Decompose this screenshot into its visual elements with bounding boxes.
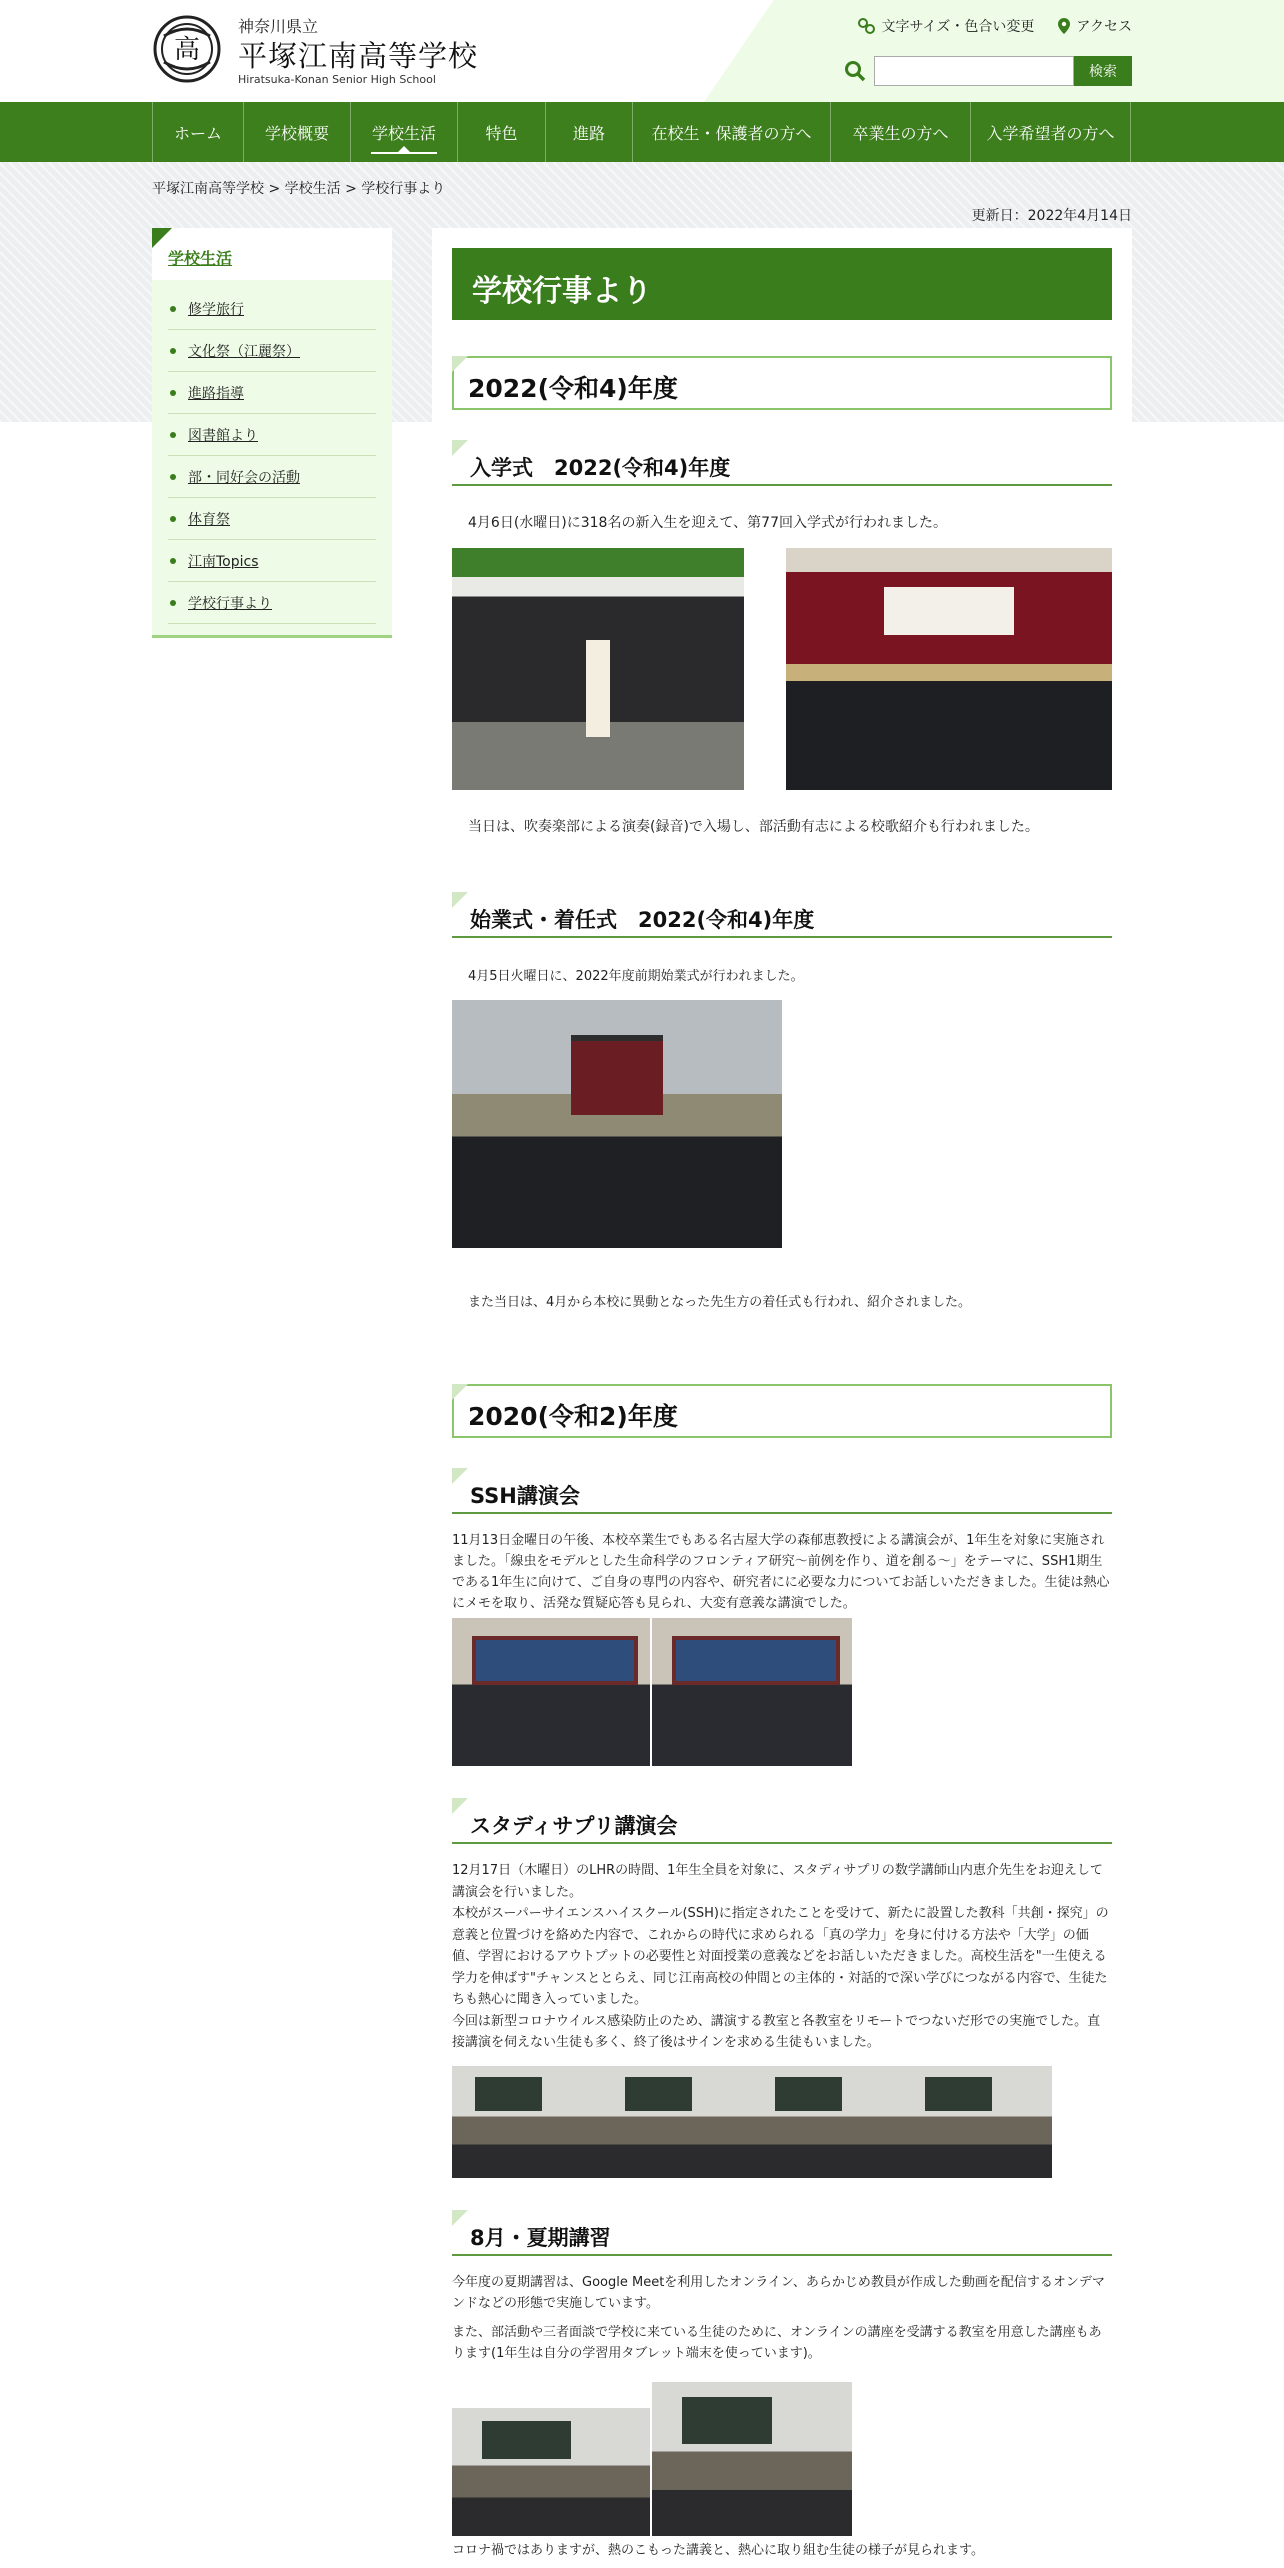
sidebar-item-festival[interactable] bbox=[168, 330, 376, 372]
section-heading-opening: 始業式・着任式 2022(令和4)年度 bbox=[452, 892, 1112, 938]
studysapuri-text: 12月17日（木曜日）のLHRの時間、1年生全員を対象に、スタディサプリの数学講師山内恵介先生をお迎えして講演会を行いました。 本校がスーパーサイエンスハイスクール(SSH)に指定されたことを受けて、新たに設置した教科「共創・探究」の意義と位置づけを絡めた内容で、これからの時代に求められる「真の学力」を身に付ける方法や「大学」の価値、学習におけるアウトプットの必要性と対面授業の意義などをお話しいただきました。高校生活を"一生使える学力を伸ばす"チャンスととらえ、同じ江南高校の仲間との主体的・対話的で深い学びにつながる内容で、生徒たちも熱心に聞き入っていました。 今回は新型コロナウイルス感染防止のため、講演する教室と各教室をリモートでつないだ形での実施でした。直接講演を伺えない生徒も多く、終了後はサインを求める生徒もいました。 bbox=[452, 1863, 1109, 2050]
text-size-color-link[interactable] bbox=[858, 16, 1035, 36]
entrance-text-1: 4月6日(水曜日)に318名の新入生を迎えて、第77回入学式が行われました。 bbox=[468, 515, 947, 531]
school-name[interactable]: 平塚江南高等学校 bbox=[238, 39, 479, 73]
entrance-text-2: 当日は、吹奏楽部による演奏(録音)で入場し、部活動有志による校歌紹介も行われました。 bbox=[468, 819, 1039, 835]
sidebar-item-career-guidance[interactable] bbox=[168, 372, 376, 414]
opening-photo-gym[interactable] bbox=[452, 1000, 782, 1248]
search-bar bbox=[844, 56, 1132, 86]
sidebar-item-label: 部・同好会の活動 bbox=[188, 469, 300, 486]
opening-text-2: また当日は、4月から本校に異動となった先生方の着任式も行われ、紹介されました。 bbox=[468, 1295, 972, 1310]
sidebar-item-label: 修学旅行 bbox=[188, 301, 244, 318]
entrance-photo-gate[interactable] bbox=[452, 548, 744, 790]
map-pin-icon bbox=[1058, 18, 1070, 34]
sidebar-item-label: 図書館より bbox=[188, 427, 258, 444]
logo-glyph: 高 bbox=[173, 35, 201, 65]
opening-text-1: 4月5日火曜日に、2022年度前期始業式が行われました。 bbox=[468, 969, 804, 984]
nav-item-school-life[interactable]: 学校生活 bbox=[351, 102, 458, 162]
studysapuri-photo-2[interactable] bbox=[602, 2066, 752, 2178]
section-heading-ssh: SSH講演会 bbox=[452, 1468, 1112, 1514]
nav-item-features[interactable]: 特色 bbox=[458, 102, 546, 162]
sidebar-item-school-trip[interactable] bbox=[168, 288, 376, 330]
summer-photo-2[interactable] bbox=[652, 2382, 852, 2536]
sidebar-item-label: 学校行事より bbox=[188, 595, 272, 612]
year-heading-2020: 2020(令和2)年度 bbox=[452, 1384, 1112, 1438]
ssh-photo-1[interactable] bbox=[452, 1618, 650, 1766]
global-nav bbox=[0, 102, 1284, 162]
prefecture-label: 神奈川県立 bbox=[238, 17, 319, 36]
sidebar bbox=[152, 228, 392, 638]
studysapuri-photo-1[interactable] bbox=[452, 2066, 602, 2178]
breadcrumb[interactable]: 平塚江南高等学校 > 学校生活 > 学校行事より bbox=[152, 181, 446, 197]
main-content bbox=[432, 228, 1132, 2568]
nav-item-home[interactable]: ホーム bbox=[153, 102, 244, 162]
nav-item-graduates[interactable]: 卒業生の方へ bbox=[831, 102, 971, 162]
utility-links bbox=[858, 16, 1132, 36]
studysapuri-photo-3[interactable] bbox=[752, 2066, 902, 2178]
school-name-en: Hiratsuka-Konan Senior High School bbox=[238, 73, 436, 86]
search-icon bbox=[844, 60, 866, 82]
summer-text-3: コロナ禍ではありますが、熱のこもった講義と、熱心に取り組む生徒の様子が見られます。 bbox=[452, 2543, 984, 2558]
sidebar-item-sports-day[interactable] bbox=[168, 498, 376, 540]
updated-date: 更新日：2022年4月14日 bbox=[971, 208, 1132, 224]
sidebar-title[interactable]: 学校生活 bbox=[152, 228, 392, 280]
text-size-color-label: 文字サイズ・色合い変更 bbox=[881, 19, 1035, 35]
summer-text-1: 今年度の夏期講習は、Google Meetを利用したオンライン、あらかじめ教員が作成した動画を配信するオンデマンドなどの形態で実施しています。 bbox=[452, 2275, 1105, 2311]
text-size-icon bbox=[858, 18, 876, 34]
summer-photo-1[interactable] bbox=[452, 2408, 650, 2536]
nav-item-about[interactable]: 学校概要 bbox=[244, 102, 351, 162]
nav-item-prospective[interactable]: 入学希望者の方へ bbox=[971, 102, 1131, 162]
studysapuri-photo-4[interactable] bbox=[902, 2066, 1052, 2178]
sidebar-item-topics[interactable] bbox=[168, 540, 376, 582]
section-heading-entrance: 入学式 2022(令和4)年度 bbox=[452, 440, 1112, 486]
section-heading-studysapuri: スタディサプリ講演会 bbox=[452, 1798, 1112, 1844]
sidebar-item-library[interactable] bbox=[168, 414, 376, 456]
school-logo[interactable] bbox=[152, 14, 222, 84]
sidebar-item-events[interactable] bbox=[168, 582, 376, 624]
ssh-text: 11月13日金曜日の午後、本校卒業生でもある名古屋大学の森郁恵教授による講演会が、1年生を対象に実施されました。「線虫をモデルとした生命科学のフロンティア研究～前例を作り、道を創る～」をテーマに、SSH1期生である1年生に向けて、ご自身の専門の内容や、研究者にに必要な力についてお話しいただきました。生徒は熱心にメモを取り、活発な質疑応答も見られ、大変有意義な講演でした。 bbox=[452, 1533, 1110, 1611]
access-link[interactable] bbox=[1058, 16, 1132, 36]
year-heading-2022: 2022(令和4)年度 bbox=[452, 356, 1112, 410]
search-input[interactable] bbox=[874, 56, 1074, 86]
sidebar-item-label: 進路指導 bbox=[188, 385, 244, 402]
sidebar-item-label: 江南Topics bbox=[188, 553, 259, 570]
nav-item-students-parents[interactable]: 在校生・保護者の方へ bbox=[633, 102, 831, 162]
search-button[interactable]: 検索 bbox=[1074, 56, 1132, 86]
ssh-photo-2[interactable] bbox=[652, 1618, 852, 1766]
summer-text-2: また、部活動や三者面談で学校に来ている生徒のために、オンラインの講座を受講する教室を用意した講座もあります(1年生は自分の学習用タブレット端末を使っています)。 bbox=[452, 2325, 1102, 2361]
entrance-photo-ceremony[interactable] bbox=[786, 548, 1112, 790]
access-label: アクセス bbox=[1076, 19, 1132, 35]
site-header bbox=[0, 0, 1284, 102]
sidebar-item-clubs[interactable] bbox=[168, 456, 376, 498]
page-title: 学校行事より bbox=[452, 248, 1112, 320]
sidebar-item-label: 文化祭（江麗祭） bbox=[188, 343, 300, 360]
nav-item-career[interactable]: 進路 bbox=[546, 102, 633, 162]
sidebar-item-label: 体育祭 bbox=[188, 511, 230, 528]
section-heading-summer: 8月・夏期講習 bbox=[452, 2210, 1112, 2256]
